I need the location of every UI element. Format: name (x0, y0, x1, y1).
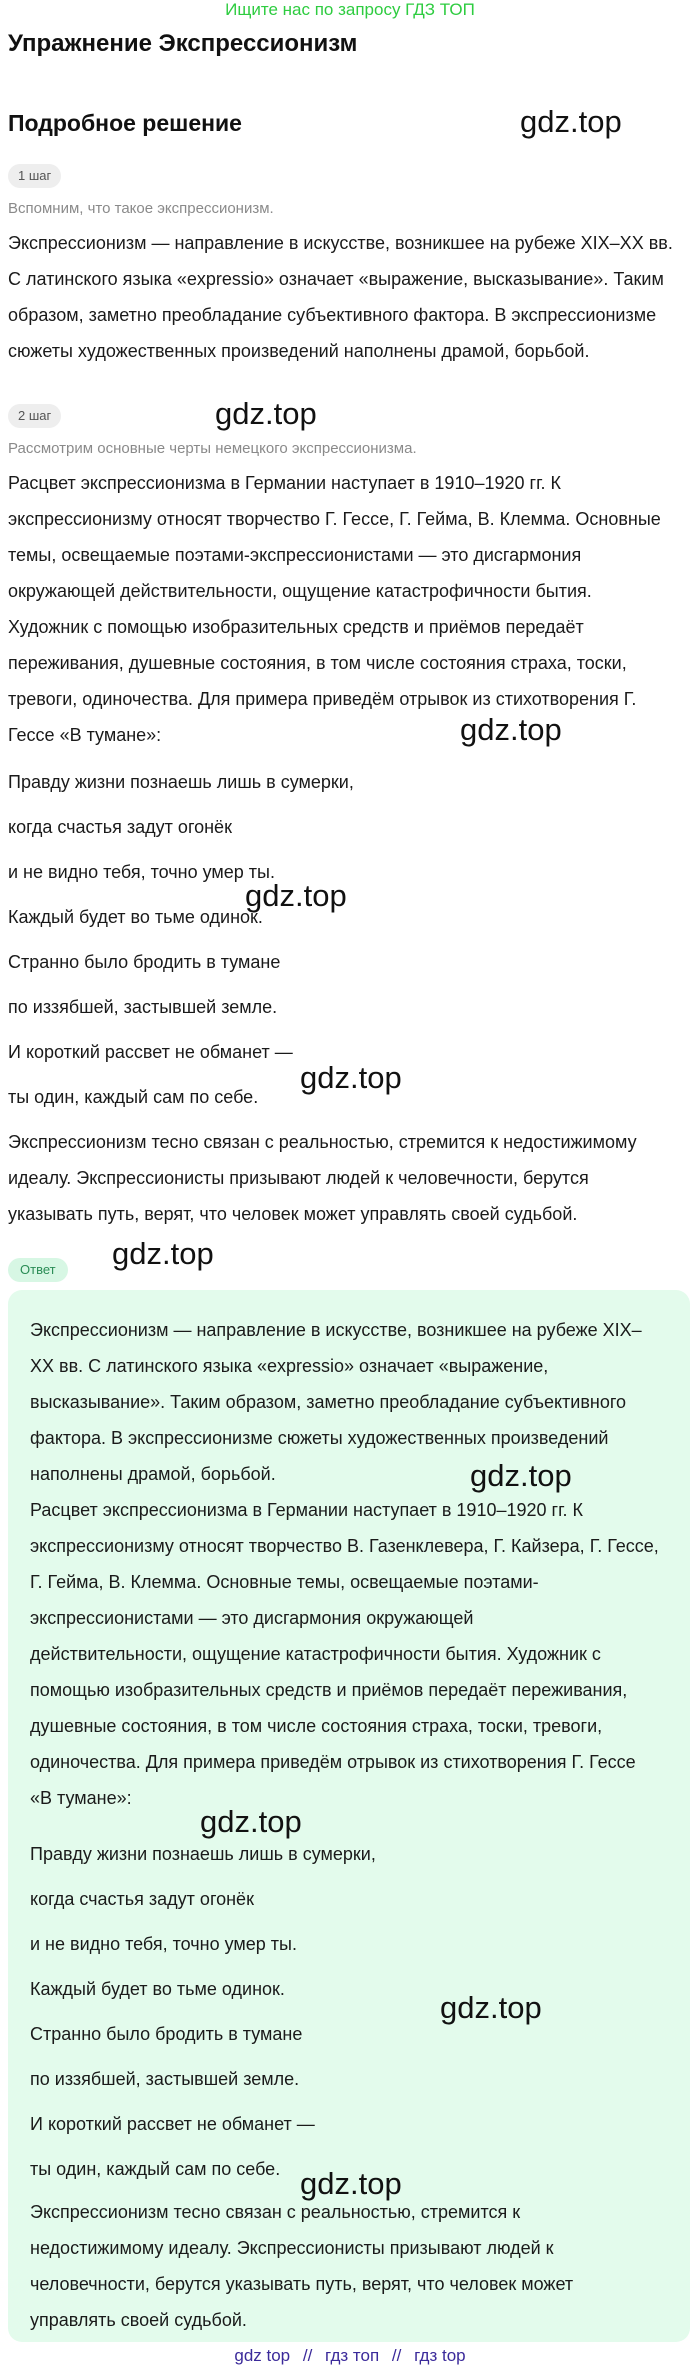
text-line: Экспрессионизм тесно связан с реальностью, стремится к (30, 2202, 521, 2222)
text-line: фактора. В экспрессионизме сюжеты художественных произведений (30, 1428, 609, 1448)
watermark: gdz.top (200, 1804, 302, 1839)
watermark: gdz.top (300, 1060, 402, 1095)
text-line: идеалу. Экспрессионисты призывают людей к человечности, берутся (8, 1168, 589, 1188)
watermark: gdz.top (245, 878, 347, 913)
text-line: темы, освещаемые поэтами-экспрессионистами — это дисгармония (8, 545, 582, 565)
poem-line: когда счастья задут огонёк (30, 1889, 254, 1909)
text-line: действительности, ощущение катастрофичности бытия. Художник с (30, 1644, 601, 1664)
poem-line: Странно было бродить в тумане (30, 2024, 303, 2044)
footer-separator: // (302, 2346, 313, 2365)
watermark: gdz.top (215, 396, 317, 431)
poem-line: по иззябшей, застывшей земле. (8, 997, 278, 1017)
text-line: Гессе «В тумане»: (8, 725, 162, 745)
text-line: С латинского языка «expressio» означает «выражение, высказывание». Таким (8, 269, 664, 289)
watermark: gdz.top (440, 1990, 542, 2025)
text-line: экспрессионизму относят творчество В. Газенклевера, Г. Кайзера, Г. Гессе, (30, 1536, 659, 1556)
step-2-badge: 2 шаг (8, 404, 61, 428)
text-line: Г. Гейма, В. Клемма. Основные темы, освещаемые поэтами- (30, 1572, 539, 1592)
poem-line: Правду жизни познаешь лишь в сумерки, (30, 1844, 376, 1864)
poem-line: и не видно тебя, точно умер ты. (8, 862, 275, 882)
text-line: Расцвет экспрессионизма в Германии наступает в 1910–1920 гг. К (30, 1500, 583, 1520)
text-line: переживания, душевные состояния, в том числе состояния страха, тоски, (8, 653, 627, 673)
text-line: душевные состояния, в том числе состояния страха, тоски, тревоги, (30, 1716, 603, 1736)
text-line: сюжеты художественных произведений наполнены драмой, борьбой. (8, 341, 590, 361)
text-line: наполнены драмой, борьбой. (30, 1464, 276, 1484)
text-line: окружающей действительности, ощущение катастрофичности бытия. (8, 581, 592, 601)
poem-line: Каждый будет во тьме одинок. (30, 1979, 285, 1999)
text-line: Расцвет экспрессионизма в Германии наступает в 1910–1920 гг. К (8, 473, 561, 493)
footer-link[interactable]: гдз топ (325, 2346, 380, 2365)
poem-line: И короткий рассвет не обманет — (30, 2114, 315, 2134)
text-line: помощью изобразительных средств и приёмов передаёт переживания, (30, 1680, 628, 1700)
poem-line: и не видно тебя, точно умер ты. (30, 1934, 297, 1954)
text-line: управлять своей судьбой. (30, 2310, 247, 2330)
section-title: Подробное решение (8, 110, 242, 136)
watermark: gdz.top (470, 1458, 572, 1493)
answer-badge: Ответ (8, 1258, 68, 1282)
watermark: gdz.top (460, 712, 562, 747)
text-line: недостижимому идеалу. Экспрессионисты призывают людей к (30, 2238, 554, 2258)
text-line: «В тумане»: (30, 1788, 132, 1808)
text-line: экспрессионистами — это дисгармония окружающей (30, 1608, 474, 1628)
footer-link[interactable]: gdz top (234, 2346, 291, 2365)
poem-line: Странно было бродить в тумане (8, 952, 281, 972)
text-line: Экспрессионизм — направление в искусстве, возникшее на рубеже XIX– (30, 1320, 642, 1340)
poem-line: Правду жизни познаешь лишь в сумерки, (8, 772, 354, 792)
text-line: человечности, берутся указывать путь, верят, что человек может (30, 2274, 574, 2294)
poem-line: по иззябшей, застывшей земле. (30, 2069, 300, 2089)
text-line: XX вв. С латинского языка «expressio» означает «выражение, (30, 1356, 549, 1376)
poem-line: когда счастья задут огонёк (8, 817, 232, 837)
footer-separator: // (391, 2346, 402, 2365)
top-banner[interactable]: Ищите нас по запросу ГДЗ ТОП (225, 0, 475, 19)
text-line: указывать путь, верят, что человек может управлять своей судьбой. (8, 1204, 578, 1224)
watermark: gdz.top (300, 2166, 402, 2201)
poem-line: Каждый будет во тьме одинок. (8, 907, 263, 927)
text-line: экспрессионизму относят творчество Г. Гессе, Г. Гейма, В. Клемма. Основные (8, 509, 661, 529)
footer-link[interactable]: гдз top (414, 2346, 466, 2365)
step-1-hint: Вспомним, что такое экспрессионизм. (8, 200, 274, 217)
watermark: gdz.top (520, 104, 622, 139)
text-line: Экспрессионизм — направление в искусстве, возникшее на рубеже XIX–XX вв. (8, 233, 673, 253)
poem-line: ты один, каждый сам по себе. (8, 1087, 259, 1107)
watermark: gdz.top (112, 1236, 214, 1271)
text-line: высказывание». Таким образом, заметно преобладание субъективного (30, 1392, 627, 1412)
footer (0, 2346, 700, 2366)
text-line: тревоги, одиночества. Для примера приведём отрывок из стихотворения Г. (8, 689, 637, 709)
text-line: Экспрессионизм тесно связан с реальностью, стремится к недостижимому (8, 1132, 637, 1152)
step-2-hint: Рассмотрим основные черты немецкого экспрессионизма. (8, 440, 417, 457)
text-line: образом, заметно преобладание субъективного фактора. В экспрессионизме (8, 305, 657, 325)
poem-line: И короткий рассвет не обманет — (8, 1042, 293, 1062)
poem-line: ты один, каждый сам по себе. (30, 2159, 281, 2179)
text-line: одиночества. Для примера приведём отрывок из стихотворения Г. Гессе (30, 1752, 636, 1772)
page-title: Упражнение Экспрессионизм (8, 30, 358, 57)
text-line: Художник с помощью изобразительных средств и приёмов передаёт (8, 617, 584, 637)
step-1-badge: 1 шаг (8, 164, 61, 188)
